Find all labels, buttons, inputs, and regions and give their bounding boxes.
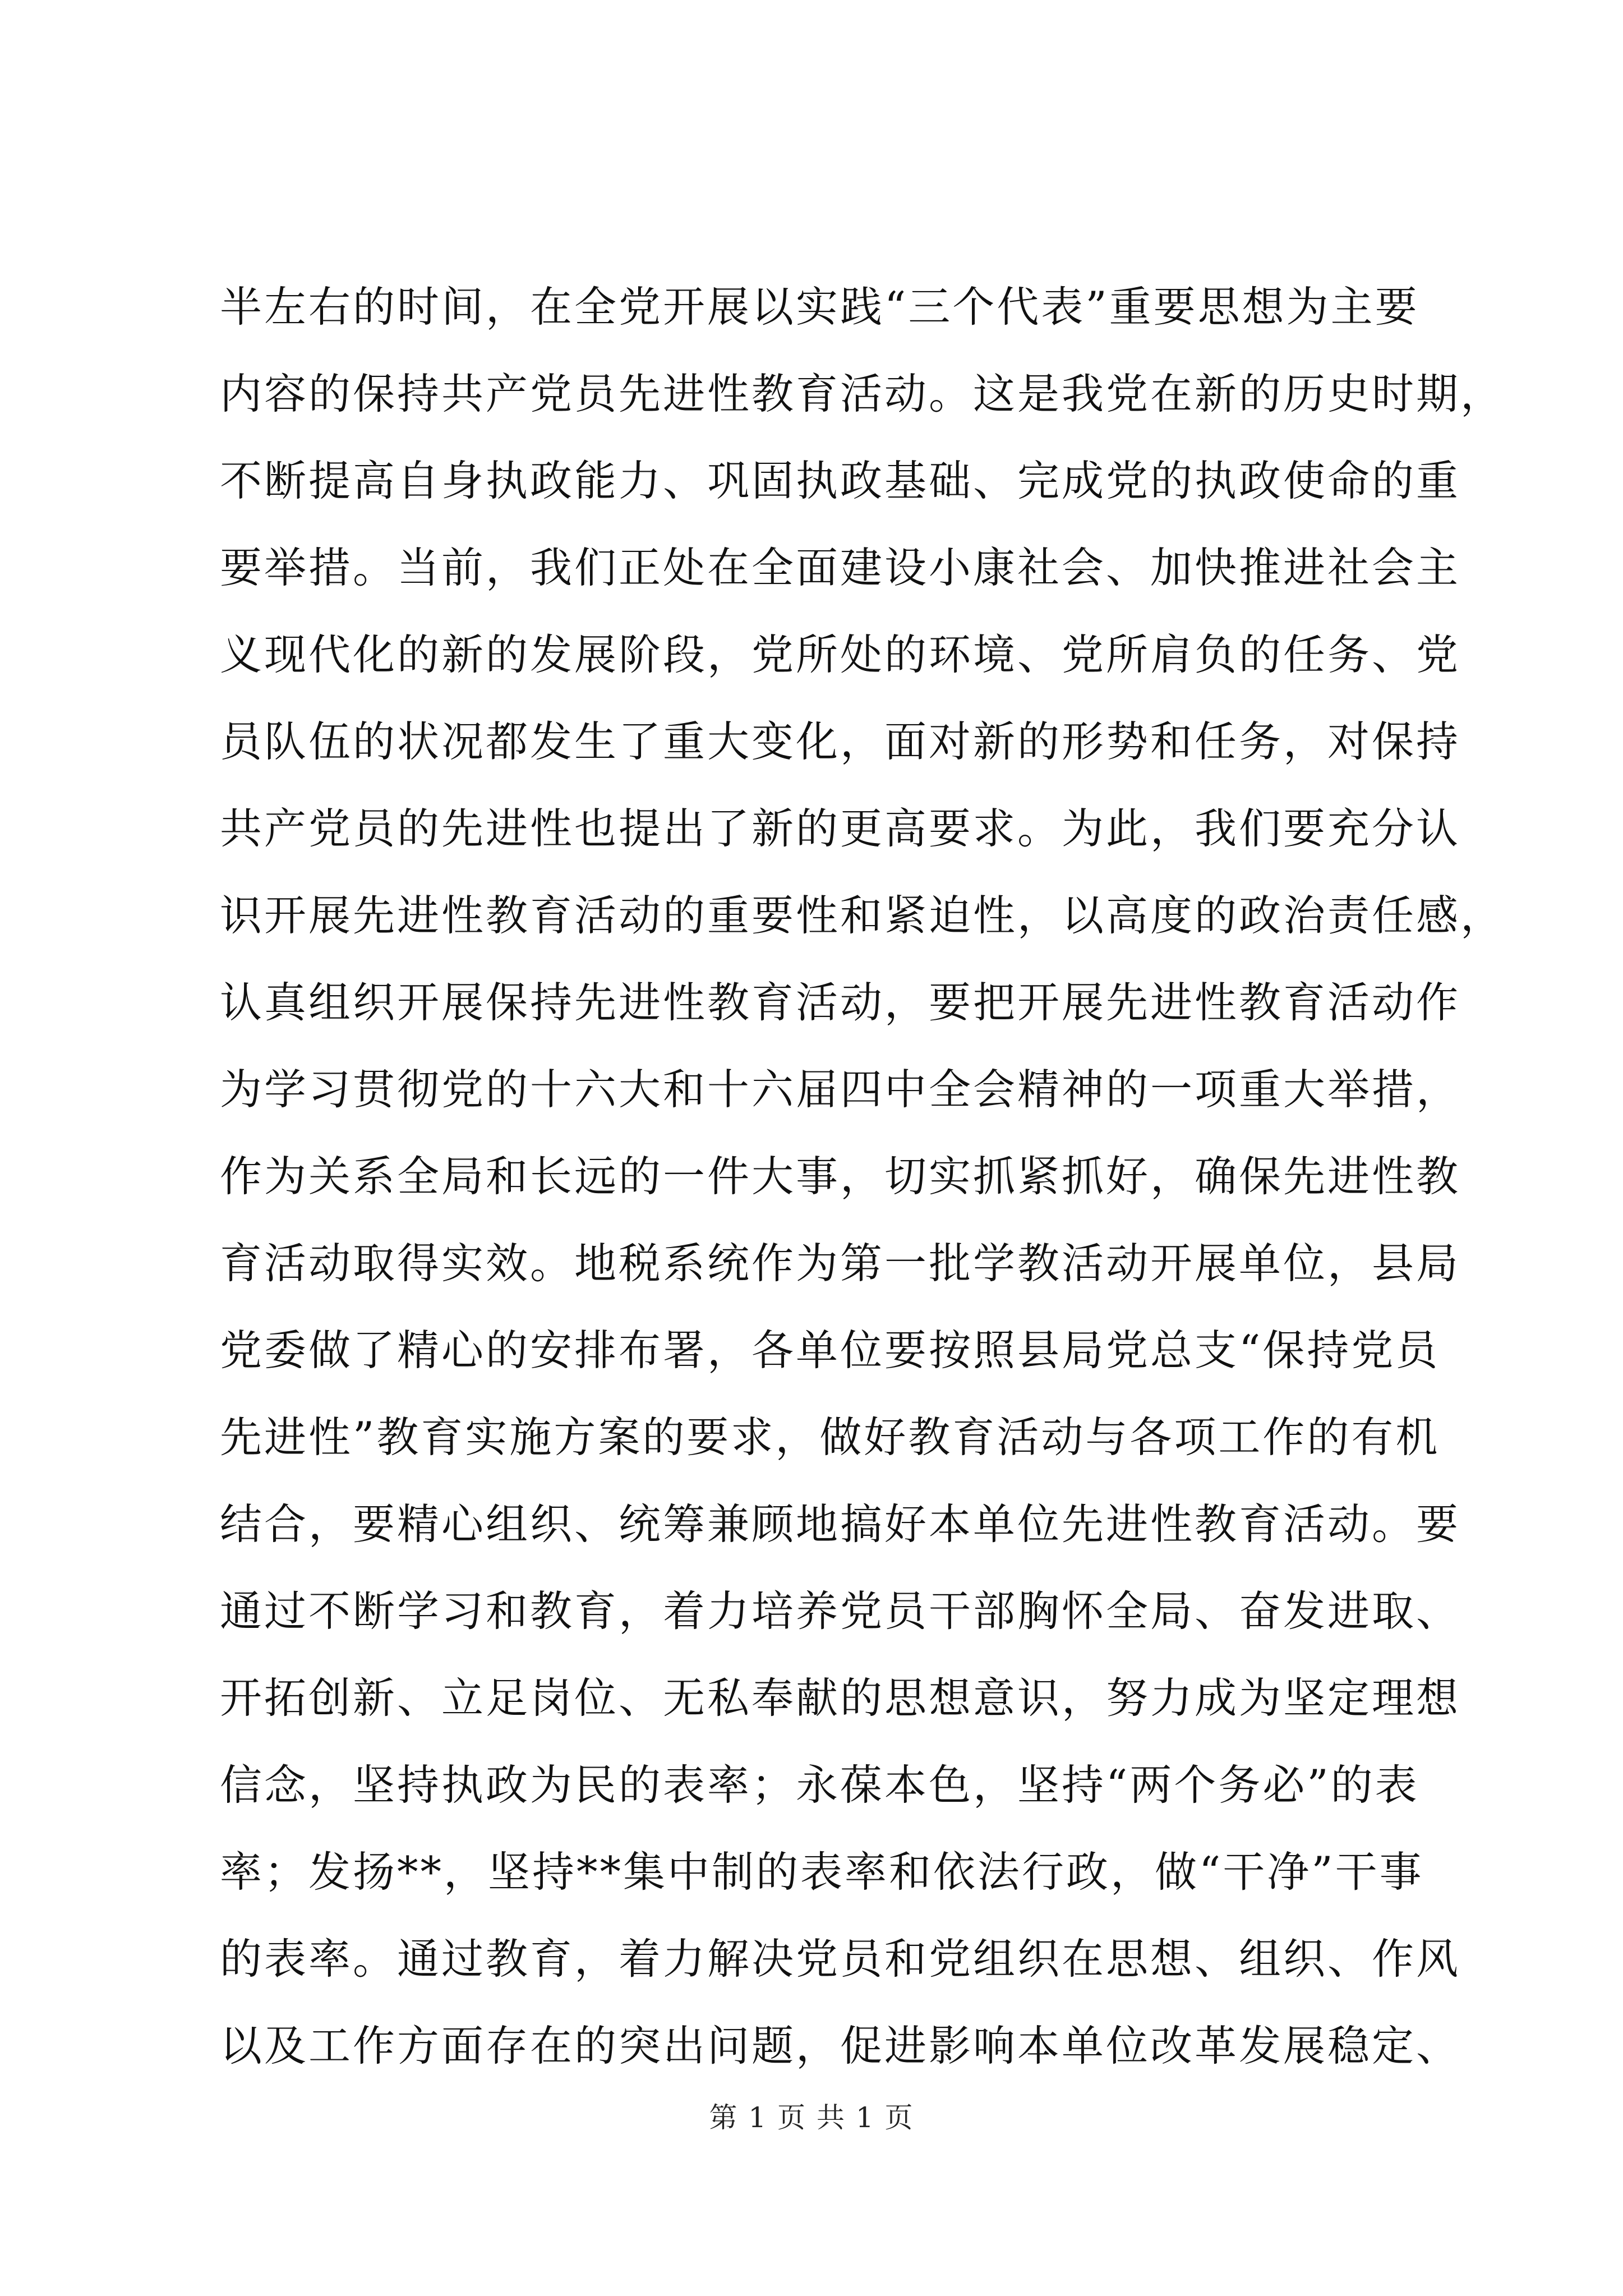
text-line: 半左右的时间，在全党开展以实践“三个代表”重要思想为主要 <box>220 282 1419 332</box>
text-line: 开拓创新、立足岗位、无私奉献的思想意识，努力成为坚定理想 <box>220 1673 1461 1723</box>
text-line: 率；发扬**，坚持**集中制的表率和依法行政，做“干净”干事 <box>220 1847 1424 1897</box>
text-line: 为学习贯彻党的十六大和十六届四中全会精神的一项重大举措， <box>220 1065 1461 1114</box>
text-line: 先进性”教育实施方案的要求，做好教育活动与各项工作的有机 <box>220 1412 1440 1462</box>
text-line: 结合，要精心组织、统筹兼顾地搞好本单位先进性教育活动。要 <box>220 1499 1461 1549</box>
text-line: 信念，坚持执政为民的表率；永葆本色，坚持“两个务必”的表 <box>220 1760 1419 1810</box>
text-line: 义现代化的新的发展阶段，党所处的环境、党所肩负的任务、党 <box>220 630 1461 679</box>
text-line: 育活动取得实效。地税系统作为第一批学教活动开展单位，县局 <box>220 1239 1461 1288</box>
text-line: 党委做了精心的安排布署，各单位要按照县局党总支“保持党员 <box>220 1326 1440 1375</box>
text-line: 作为关系全局和长远的一件大事，切实抓紧抓好，确保先进性教 <box>220 1152 1461 1201</box>
text-line: 共产党员的先进性也提出了新的更高要求。为此，我们要充分认 <box>220 804 1461 853</box>
text-line: 的表率。通过教育，着力解决党员和党组织在思想、组织、作风 <box>220 1934 1461 1984</box>
text-line: 员队伍的状况都发生了重大变化，面对新的形势和任务，对保持 <box>220 717 1461 766</box>
text-line: 以及工作方面存在的突出问题，促进影响本单位改革发展稳定、 <box>220 2021 1461 2070</box>
text-line: 识开展先进性教育活动的重要性和紧迫性，以高度的政治责任感， <box>220 891 1505 940</box>
text-line: 通过不断学习和教育，着力培养党员干部胸怀全局、奋发进取、 <box>220 1586 1461 1636</box>
text-line: 认真组织开展保持先进性教育活动，要把开展先进性教育活动作 <box>220 978 1461 1027</box>
text-line: 不断提高自身执政能力、巩固执政基础、完成党的执政使命的重 <box>220 456 1461 505</box>
body-text <box>220 264 1505 2090</box>
page-footer: 第 1 页 共 1 页 <box>709 2101 914 2134</box>
text-line: 内容的保持共产党员先进性教育活动。这是我党在新的历史时期， <box>220 369 1505 418</box>
text-line: 要举措。当前，我们正处在全面建设小康社会、加快推进社会主 <box>220 543 1461 592</box>
